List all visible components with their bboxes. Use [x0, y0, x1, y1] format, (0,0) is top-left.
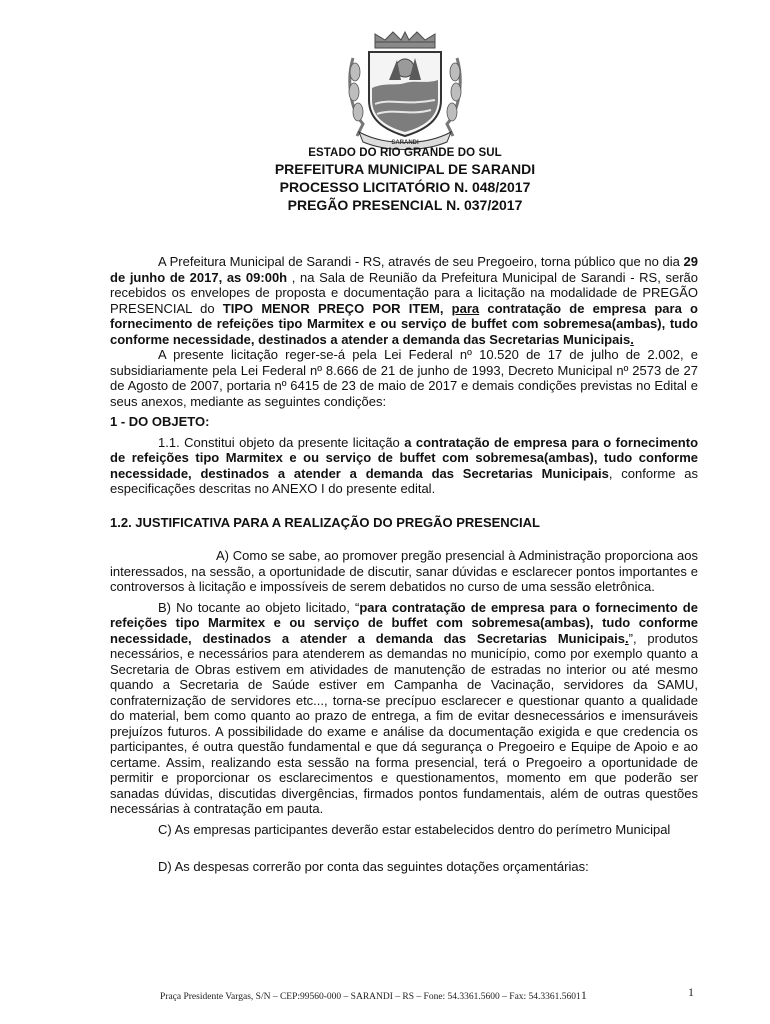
legal-basis-paragraph: A presente licitação reger-se-á pela Lei Federal nº 10.520 de 17 de julho de 2.002, e subsidiariamente pela Lei Federal nº 8.666 de 21 de junho de 1993, Decreto Municipal nº 2573 de 27 de Agosto de 2007, portaria nº 6415 de 23 de maio de 2017 e demais condições previstas no Edital e seus anexos, mediante as seguintes condições:	[110, 347, 698, 409]
justification-a: A) Como se sabe, ao promover pregão presencial à Administração proporciona aos interessados, na sessão, a oportunidade de discutir, sanar dúvidas e esclarecer pontos importantes e controversos à licitação e impossíveis de serem debatidos no curso de uma sessão eletrônica.	[110, 548, 698, 594]
processo-number: PROCESSO LICITATÓRIO N. 048/2017	[279, 179, 531, 195]
justification-d: D) As despesas correrão por conta das seguintes dotações orçamentárias:	[158, 859, 589, 874]
municipal-coat-of-arms-icon	[345, 28, 465, 150]
intro-object: contratação de empresa para o fornecimento de refeições tipo Marmitex e ou serviço de buffet com sobremesa(ambas), tudo conforme necessidade, destinados a atender a demanda das Secretarias Municipais	[110, 300, 698, 347]
justification-b-text-1: B) No tocante ao objeto licitado, “	[158, 599, 360, 615]
justification-b-end: .	[625, 630, 629, 646]
tipo-licitacao: TIPO MENOR PREÇO POR ITEM,	[222, 300, 452, 316]
session-date: 29 de junho de 2017, as 09:00h	[110, 254, 698, 285]
intro-end: .	[630, 331, 634, 347]
object-bold: a contratação de empresa para o fornecimento de refeições tipo Marmitex e ou serviço de buffet com sobremesa(ambas), tudo conforme necessidade, destinados a atender a demanda das Secretarias Municipais	[110, 434, 699, 481]
section-1-2-title: 1.2. JUSTIFICATIVA PARA A REALIZAÇÃO DO PREGÃO PRESENCIAL	[110, 514, 540, 530]
object-text-1: 1.1. Constitui objeto da presente licitação	[158, 434, 405, 450]
intro-para: para	[451, 300, 480, 316]
page-number: 1	[688, 985, 694, 999]
crest-motto: SARANDI	[391, 140, 419, 146]
object-paragraph	[110, 435, 698, 497]
footer-number: 1	[580, 988, 587, 1002]
justification-b-text-2: ”, produtos necessários, e necessários para atenderem as demandas no município, como por exemplo quanto a Secretaria de Obras estivem em atividades de manutenção de estradas no interior ou até mesmo quando a Secretaria de Saúde estiver em Campanha de Vacinação, servidores da SAMU, confraternização de servidores etc..., torna-se precípuo esclarecer e questionar quanto a qualidade do material, bem como quanto ao prazo de entrega, a fim de evitar desnecessários e imensuráveis prejuízos futuros. A possibilidade do exame e análise da documentação exigida e que credencia os participantes, é outra questão fundamental e que dá segurança o Pregoeiro e Equipe de Apoio e ao certame. Assim, realizando esta sessão na forma presencial, terá o Pregoeiro a oportunidade de permitir e proporcionar os esclarecimentos e questionamentos, momento em que poderão ser sanadas dúvidas, discutidas divergências, firmados pontos fundamentais, além de outras questões necessárias à contratação em pauta.	[110, 630, 698, 816]
footer-address-text: Praça Presidente Vargas, S/N – CEP:99560-000 – SARANDI – RS – Fone: 54.3361.5600 – Fax: 54.3361.5601	[160, 992, 581, 1002]
pregao-number: PREGÃO PRESENCIAL N. 037/2017	[287, 197, 523, 213]
intro-text-2: , na Sala de Reunião da Prefeitura Municipal de Sarandi - RS, serão recebidos os envelopes de proposta e documentação para a licitação na modalidade de PREGÃO PRESENCIAL do	[110, 269, 698, 316]
state-name: ESTADO DO RIO GRANDE DO SUL	[308, 147, 502, 159]
section-1-title: 1 - DO OBJETO:	[110, 414, 210, 429]
intro-paragraph	[110, 254, 698, 347]
justification-c: C) As empresas participantes deverão estar estabelecidos dentro do perímetro Municipal	[158, 821, 671, 837]
document-body	[110, 254, 698, 875]
object-text-2: , conforme as especificações descritas no ANEXO I do presente edital.	[110, 465, 698, 496]
justification-b	[110, 600, 698, 817]
prefeitura-title: PREFEITURA MUNICIPAL DE SARANDI	[274, 161, 536, 177]
intro-text-1: A Prefeitura Municipal de Sarandi - RS, através de seu Pregoeiro, torna público que no dia	[158, 254, 684, 269]
footer-address	[160, 988, 630, 1003]
justification-b-bold: para contratação de empresa para o fornecimento de refeições tipo Marmitex e ou serviço de buffet com sobremesa(ambas), tudo conforme necessidade, destinados a atender a demanda das Secretarias Municipais	[110, 599, 698, 646]
document-header	[110, 146, 700, 214]
